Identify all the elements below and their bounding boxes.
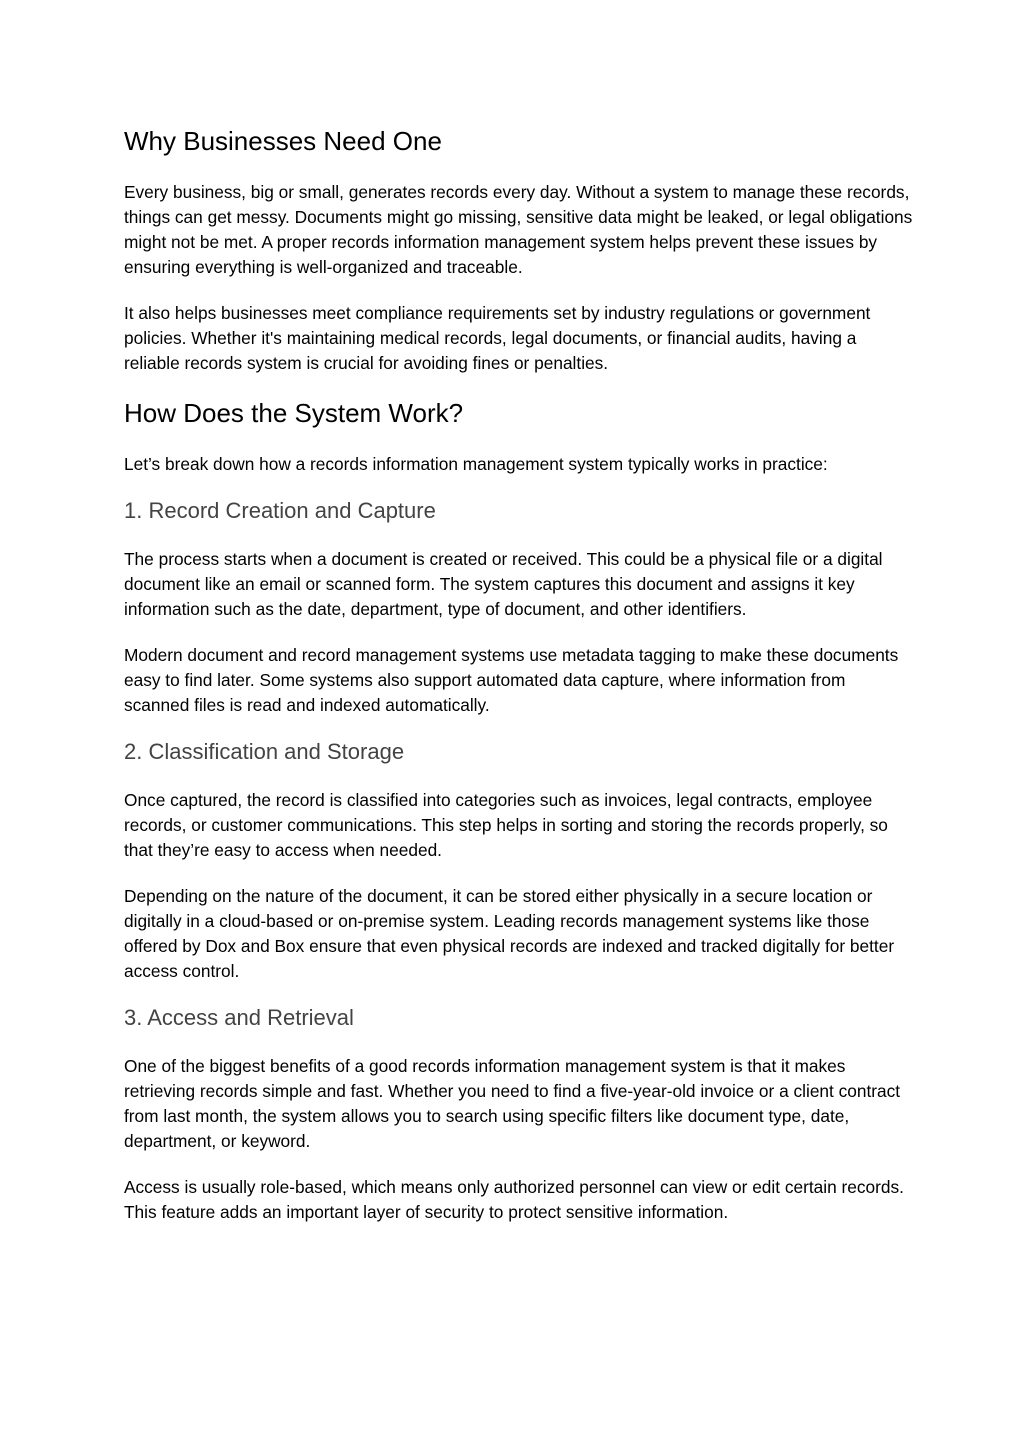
step-title-classification: 2. Classification and Storage [124,739,405,764]
section-title-why-businesses: Why Businesses Need One [124,126,442,156]
paragraph-storage: Depending on the nature of the document, it can be stored either physically in a secure location or digitally in a cloud-based or on-premise system. Leading records management systems like those offered by Dox and Box ensure that even physical records are indexed and tracked digitally for better access control. [124,886,895,981]
paragraph-process-starts: The process starts when a document is created or received. This could be a physical file or a digital document like an email or scanned form. The system captures this document and assigns it key information such as the date, department, type of document, and other identifiers. [124,549,883,619]
paragraph-intro: Let’s break down how a records information management system typically works in practice: [124,454,828,474]
document-page [124,126,914,1225]
paragraph-metadata-tagging: Modern document and record management systems use metadata tagging to make these documents easy to find later. Some systems also support automated data capture, where information from scanned files is read and indexed automatically. [124,645,899,715]
paragraph-records-every-day: Every business, big or small, generates records every day. Without a system to manage these records, things can get messy. Documents might go missing, sensitive data might be leaked, or legal obligations might not be met. A proper records information management system helps prevent these issues by ensuring everything is well-organized and traceable. [124,182,913,277]
section-title-how-system-works: How Does the System Work? [124,398,464,428]
paragraph-role-based: Access is usually role-based, which means only authorized personnel can view or edit certain records. This feature adds an important layer of security to protect sensitive information. [124,1177,904,1222]
paragraph-retrieval: One of the biggest benefits of a good records information management system is that it makes retrieving records simple and fast. Whether you need to find a five-year-old invoice or a client contract from last month, the system allows you to search using specific filters like document type, date, department, or keyword. [124,1056,901,1151]
paragraph-compliance: It also helps businesses meet compliance requirements set by industry regulations or government policies. Whether it's maintaining medical records, legal documents, or financial audits, having a reliable records system is crucial for avoiding fines or penalties. [124,303,871,373]
step-title-access-retrieval: 3. Access and Retrieval [124,1005,354,1030]
paragraph-once-captured: Once captured, the record is classified into categories such as invoices, legal contracts, employee records, or customer communications. This step helps in sorting and storing the records properly, so that they’re easy to access when needed. [124,790,888,860]
step-title-record-creation: 1. Record Creation and Capture [124,498,436,523]
